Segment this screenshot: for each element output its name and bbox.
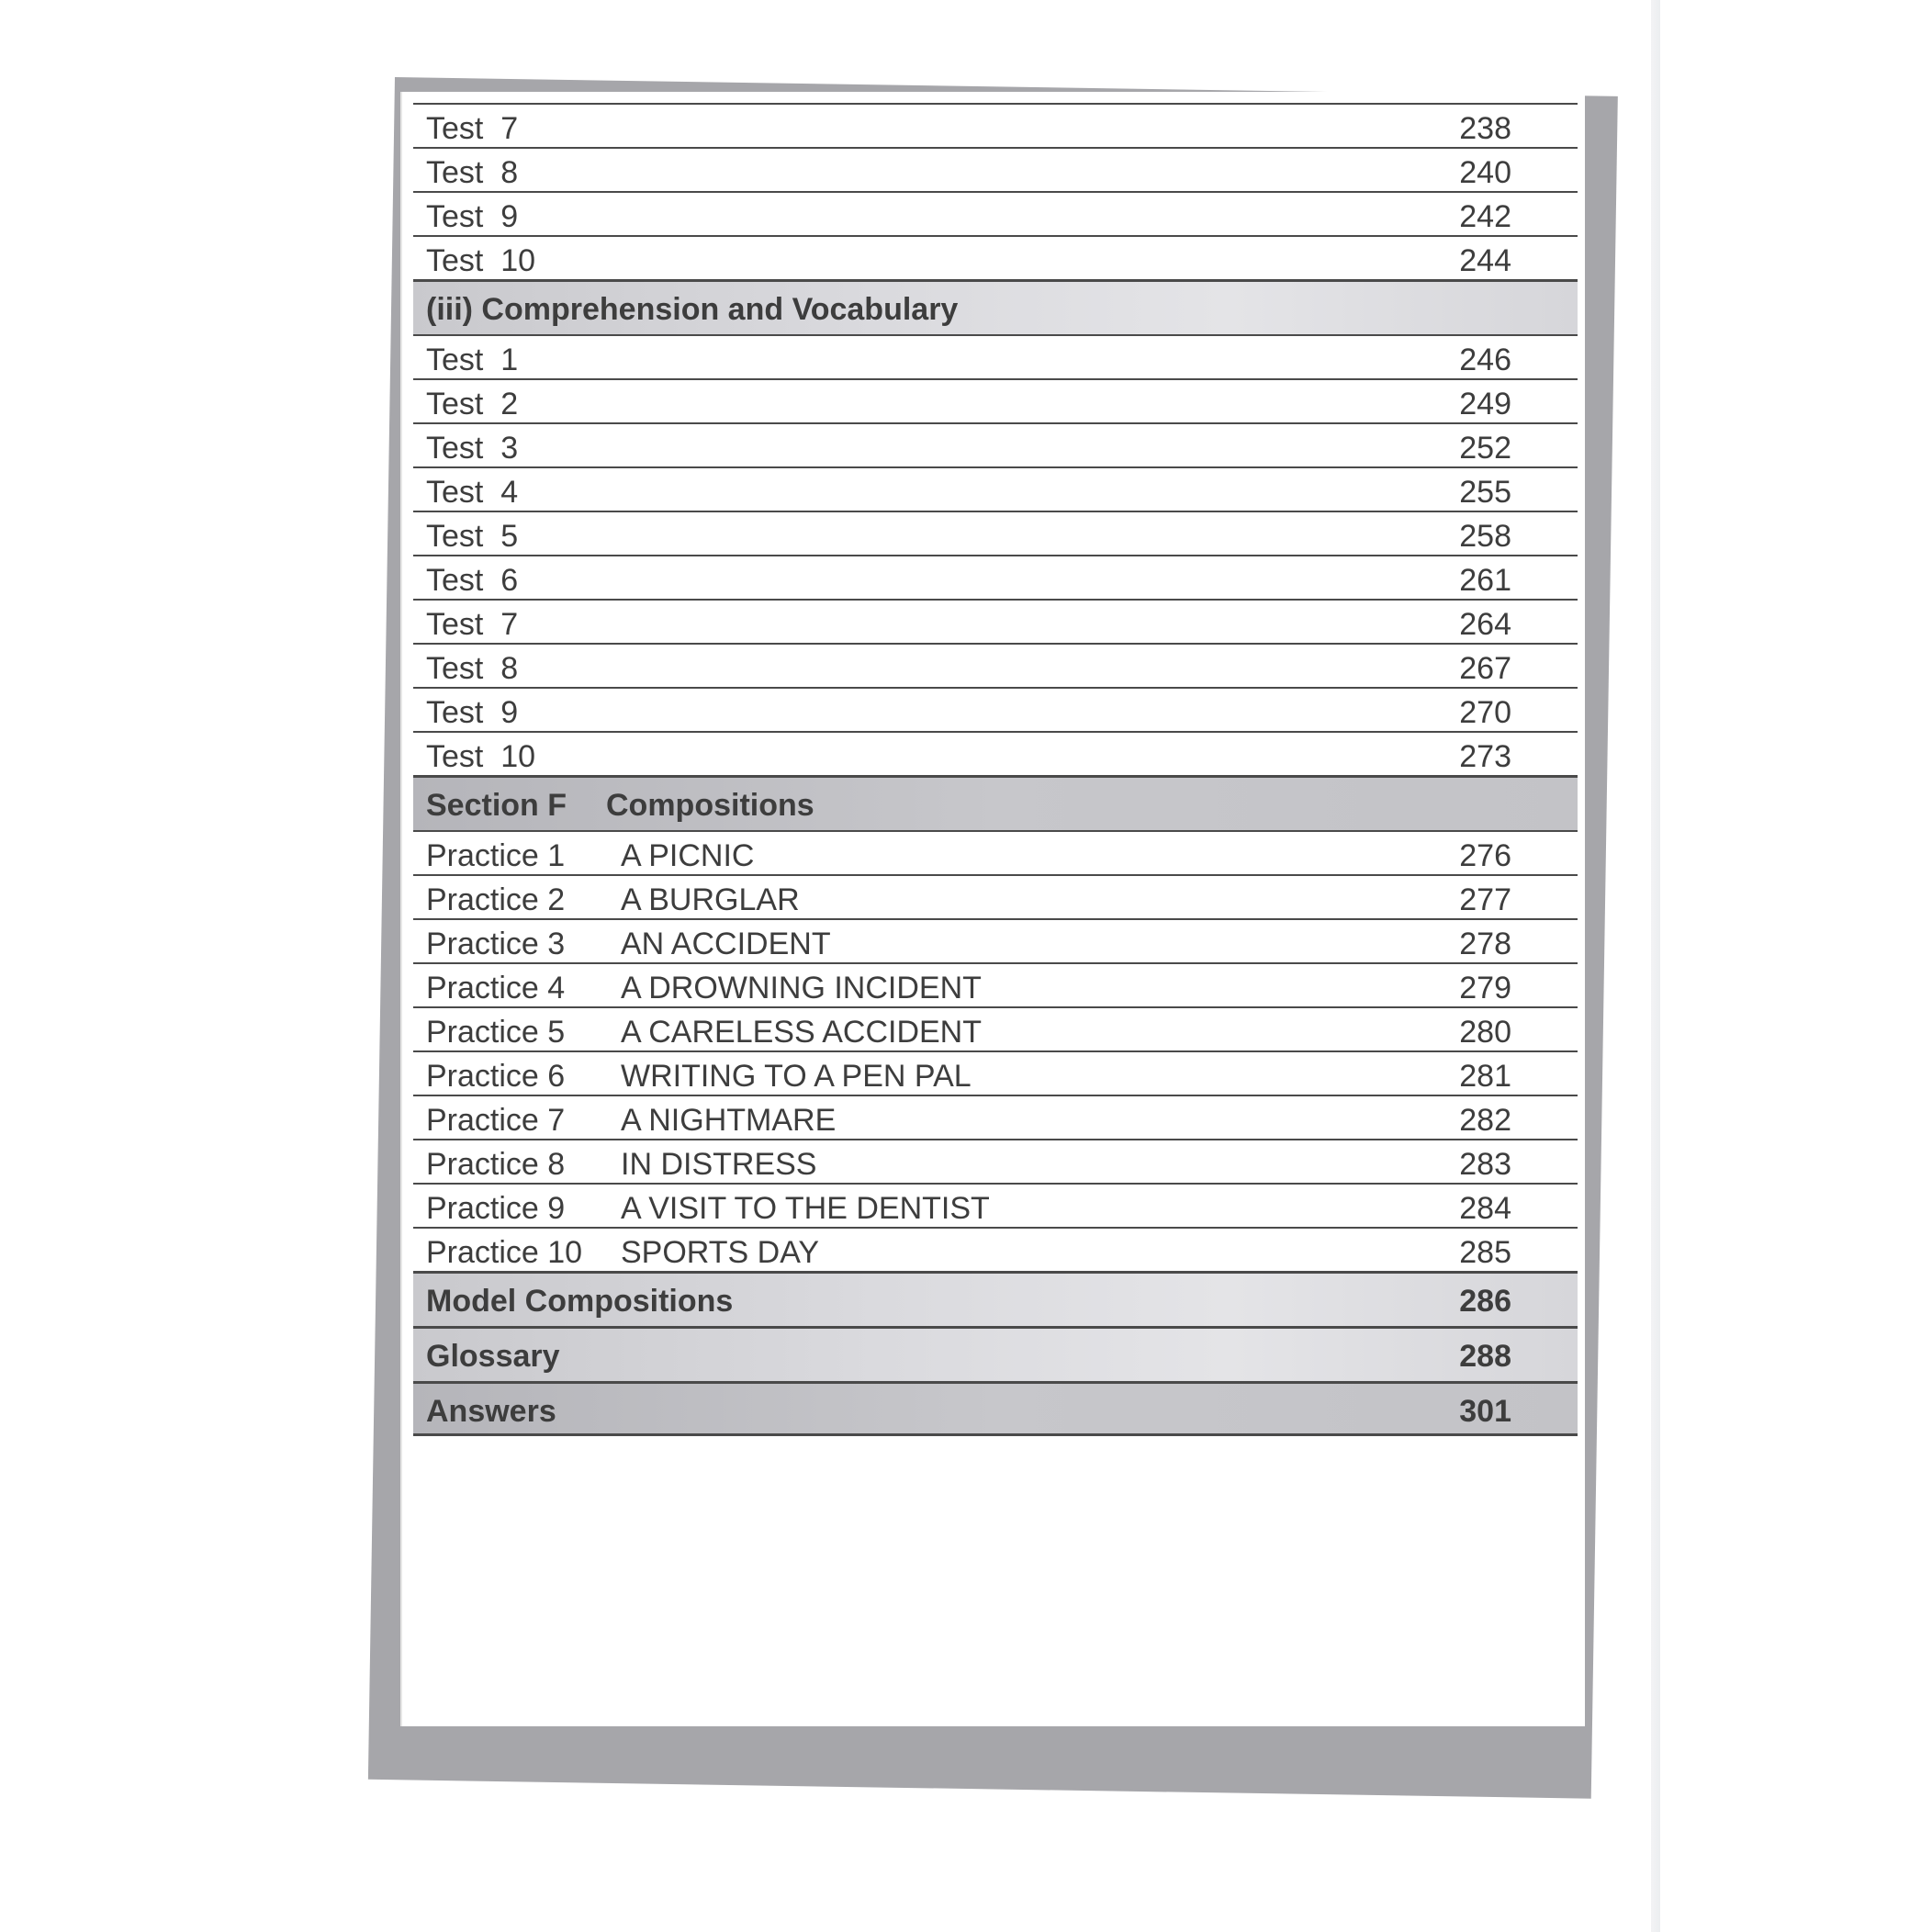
toc-row-test-7 — [413, 103, 1578, 147]
toc-row-test-8 — [413, 147, 1578, 191]
toc-page-number: 284 — [1459, 1191, 1511, 1226]
toc-page-number: 258 — [1459, 519, 1511, 554]
toc-entry-label: Practice 10 — [426, 1235, 583, 1270]
toc-page-number: 270 — [1459, 695, 1511, 730]
toc-heading-label: (iii) Comprehension and Vocabulary — [426, 292, 959, 327]
toc-page-number: 267 — [1459, 651, 1511, 686]
toc-page-number: 280 — [1459, 1015, 1511, 1050]
toc-entry-label: Practice 4 — [426, 971, 566, 1005]
toc-row-comp-test-9 — [413, 687, 1578, 731]
toc-page-number: 240 — [1459, 155, 1511, 190]
toc-entry-title: AN ACCIDENT — [621, 927, 831, 961]
toc-entry-title: SPORTS DAY — [621, 1235, 820, 1270]
toc-entry-label: Test 2 — [426, 387, 519, 421]
toc-entry-label: Test 4 — [426, 475, 519, 510]
toc-entry-title: A NIGHTMARE — [621, 1103, 837, 1138]
toc-page-number: 264 — [1459, 607, 1511, 642]
toc-entry-label: Practice 2 — [426, 882, 566, 917]
toc-row-answers — [413, 1381, 1578, 1436]
toc-row-comp-test-7 — [413, 599, 1578, 643]
toc-entry-title: IN DISTRESS — [621, 1147, 817, 1182]
toc-page-number: 277 — [1459, 882, 1511, 917]
toc-entry-label: Practice 9 — [426, 1191, 566, 1226]
toc-page-number: 282 — [1459, 1103, 1511, 1138]
toc-entry-label: Practice 1 — [426, 838, 566, 873]
toc-heading-label: Answers — [426, 1394, 556, 1429]
table-of-contents — [413, 103, 1578, 1436]
toc-section-title: Compositions — [606, 788, 814, 823]
toc-page-number: 249 — [1459, 387, 1511, 421]
toc-page-number: 261 — [1459, 563, 1511, 598]
toc-page-number: 288 — [1459, 1339, 1511, 1374]
toc-heading-label: Model Compositions — [426, 1284, 734, 1319]
toc-entry-title: WRITING TO A PEN PAL — [621, 1059, 972, 1094]
toc-page-number: 252 — [1459, 431, 1511, 466]
toc-row-comp-test-6 — [413, 555, 1578, 599]
toc-row-practice-2 — [413, 874, 1578, 918]
toc-entry-label: Test 3 — [426, 431, 519, 466]
toc-heading-label: Glossary — [426, 1339, 560, 1374]
toc-entry-label: Practice 8 — [426, 1147, 566, 1182]
toc-row-model-compositions — [413, 1271, 1578, 1326]
toc-page-number: 276 — [1459, 838, 1511, 873]
toc-row-practice-6 — [413, 1050, 1578, 1095]
toc-entry-label: Test 6 — [426, 563, 519, 598]
toc-entry-label: Test 7 — [426, 607, 519, 642]
toc-page-number: 246 — [1459, 343, 1511, 377]
toc-row-practice-8 — [413, 1139, 1578, 1183]
toc-entry-label: Test 1 — [426, 343, 519, 377]
toc-section-label: Section F — [426, 788, 567, 823]
toc-page-number: 255 — [1459, 475, 1511, 510]
toc-row-comp-test-10 — [413, 731, 1578, 775]
toc-row-practice-7 — [413, 1095, 1578, 1139]
toc-row-glossary — [413, 1326, 1578, 1381]
toc-entry-label: Practice 6 — [426, 1059, 566, 1094]
toc-heading-section-f — [413, 775, 1578, 830]
toc-page-number: 278 — [1459, 927, 1511, 961]
toc-row-comp-test-3 — [413, 422, 1578, 466]
toc-entry-label: Test 8 — [426, 155, 519, 190]
toc-row-comp-test-2 — [413, 378, 1578, 422]
toc-row-comp-test-1 — [413, 334, 1578, 378]
toc-row-practice-1 — [413, 830, 1578, 874]
toc-entry-title: A DROWNING INCIDENT — [621, 971, 982, 1005]
toc-page-number: 244 — [1459, 243, 1511, 278]
toc-entry-label: Test 9 — [426, 199, 519, 234]
toc-entry-label: Practice 5 — [426, 1015, 566, 1050]
scan-edge-shadow — [1651, 0, 1660, 1932]
toc-row-comp-test-8 — [413, 643, 1578, 687]
toc-entry-label: Practice 7 — [426, 1103, 566, 1138]
toc-page-number: 281 — [1459, 1059, 1511, 1094]
toc-entry-label: Test 10 — [426, 739, 536, 774]
toc-entry-label: Test 8 — [426, 651, 519, 686]
toc-page-number: 242 — [1459, 199, 1511, 234]
toc-page-number: 286 — [1459, 1284, 1511, 1319]
toc-page-number: 283 — [1459, 1147, 1511, 1182]
toc-row-practice-9 — [413, 1183, 1578, 1227]
toc-entry-title: A PICNIC — [621, 838, 755, 873]
toc-page-number: 273 — [1459, 739, 1511, 774]
toc-page-number: 279 — [1459, 971, 1511, 1005]
toc-row-test-10 — [413, 235, 1578, 279]
toc-entry-title: A VISIT TO THE DENTIST — [621, 1191, 990, 1226]
toc-entry-title: A BURGLAR — [621, 882, 800, 917]
toc-entry-label: Test 10 — [426, 243, 536, 278]
toc-row-comp-test-5 — [413, 511, 1578, 555]
toc-entry-title: A CARELESS ACCIDENT — [621, 1015, 983, 1050]
toc-row-comp-test-4 — [413, 466, 1578, 511]
toc-row-practice-3 — [413, 918, 1578, 962]
toc-page-number: 285 — [1459, 1235, 1511, 1270]
toc-row-practice-5 — [413, 1006, 1578, 1050]
toc-entry-label: Practice 3 — [426, 927, 566, 961]
toc-row-practice-10 — [413, 1227, 1578, 1271]
toc-entry-label: Test 5 — [426, 519, 519, 554]
toc-entry-label: Test 9 — [426, 695, 519, 730]
toc-page-number: 301 — [1459, 1394, 1511, 1429]
toc-row-practice-4 — [413, 962, 1578, 1006]
toc-entry-label: Test 7 — [426, 111, 519, 146]
toc-row-test-9 — [413, 191, 1578, 235]
toc-page-number: 238 — [1459, 111, 1511, 146]
toc-heading-comprehension — [413, 279, 1578, 334]
